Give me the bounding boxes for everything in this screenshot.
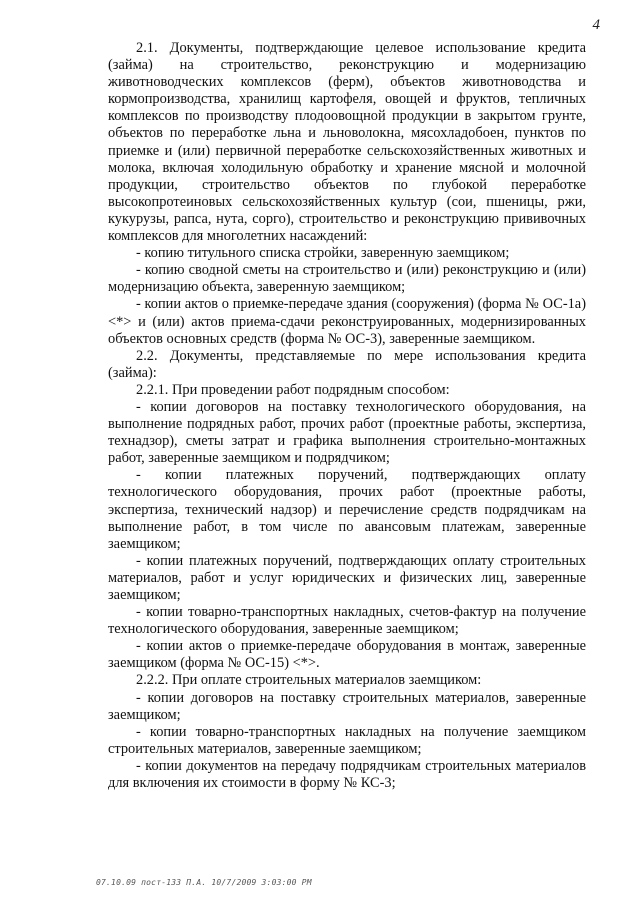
footer-stamp: 07.10.09 пост-133 П.А. 10/7/2009 3:03:00 PM — [96, 878, 312, 887]
paragraph-2-1: 2.1. Документы, подтверждающие целевое использование кредита (займа) на строительство, реконструкцию и модернизацию животноводческих комплексов (ферм), объектов животноводства и кормопроизводства, хранилищ картофеля, овощей и фруктов, тепличных комплексов по производству плодоовощной продукции в закрытом грунте, объектов по переработке льна и льноволокна, мясохладобоен, пунктов по приемке и (или) первичной переработке сельскохозяйственных животных и молока, включая холодильную обработку и хранение мясной и молочной продукции, строительство объектов по глубокой переработке высокопротеиновых сельскохозяйственных культур (сои, пшеницы, ржи, кукурузы, рапса, нута, сорго), строительство и реконструкцию прививочных комплексов для многолетних насаждений: — [108, 40, 586, 245]
paragraph-2-2-2: 2.2.2. При оплате строительных материалов заемщиком: — [136, 672, 482, 689]
list-item: - копии актов о приемке-передаче здания (сооружения) (форма № ОС-1а) <*> и (или) актов приема-сдачи реконструированных, модернизированных объектов основных средств (форма № ОС-3), заверенные заемщиком. — [108, 296, 586, 347]
paragraph-2-2-1: 2.2.1. При проведении работ подрядным способом: — [136, 381, 450, 398]
list-item: - копии товарно-транспортных накладных на получение заемщиком строительных материалов, заверенные заемщиком; — [108, 723, 586, 757]
paragraph-2-2: 2.2. Документы, представляемые по мере использования кредита (займа): — [108, 347, 586, 381]
list-item: - копии товарно-транспортных накладных, счетов-фактур на получение технологического оборудования, заверенные заемщиком; — [108, 604, 586, 638]
list-item: - копии документов на передачу подрядчикам строительных материалов для включения их стоимости в форму № КС-3; — [108, 757, 586, 792]
list-item: - копию титульного списка стройки, заверенную заемщиком; — [136, 245, 510, 262]
document-body — [108, 40, 586, 792]
list-item: - копии актов о приемке-передаче оборудования в монтаж, заверенные заемщиком (форма № ОС-15) <*>. — [108, 638, 586, 672]
list-item: - копии договоров на поставку строительных материалов, заверенные заемщиком; — [108, 689, 586, 723]
list-item: - копии договоров на поставку технологического оборудования, на выполнение подрядных работ, прочих работ (проектные работы, экспертиза, технадзор), сметы затрат и графика выполнения строительно-монтажных работ, заверенные заемщиком и подрядчиком; — [108, 398, 586, 467]
page-number: 4 — [592, 17, 600, 33]
list-item: - копию сводной сметы на строительство и (или) реконструкцию и (или) модернизацию объекта, заверенную заемщиком; — [108, 262, 586, 296]
list-item: - копии платежных поручений, подтверждающих оплату технологического оборудования, прочих работ (проектные работы, экспертиза, технический надзор) и перечисление средств подрядчикам на выполнение работ, в том числе по авансовым платежам, заверенные заемщиком; — [108, 467, 586, 552]
list-item: - копии платежных поручений, подтверждающих оплату строительных материалов, работ и услуг юридических и физических лиц, заверенные заемщиком; — [108, 552, 586, 603]
